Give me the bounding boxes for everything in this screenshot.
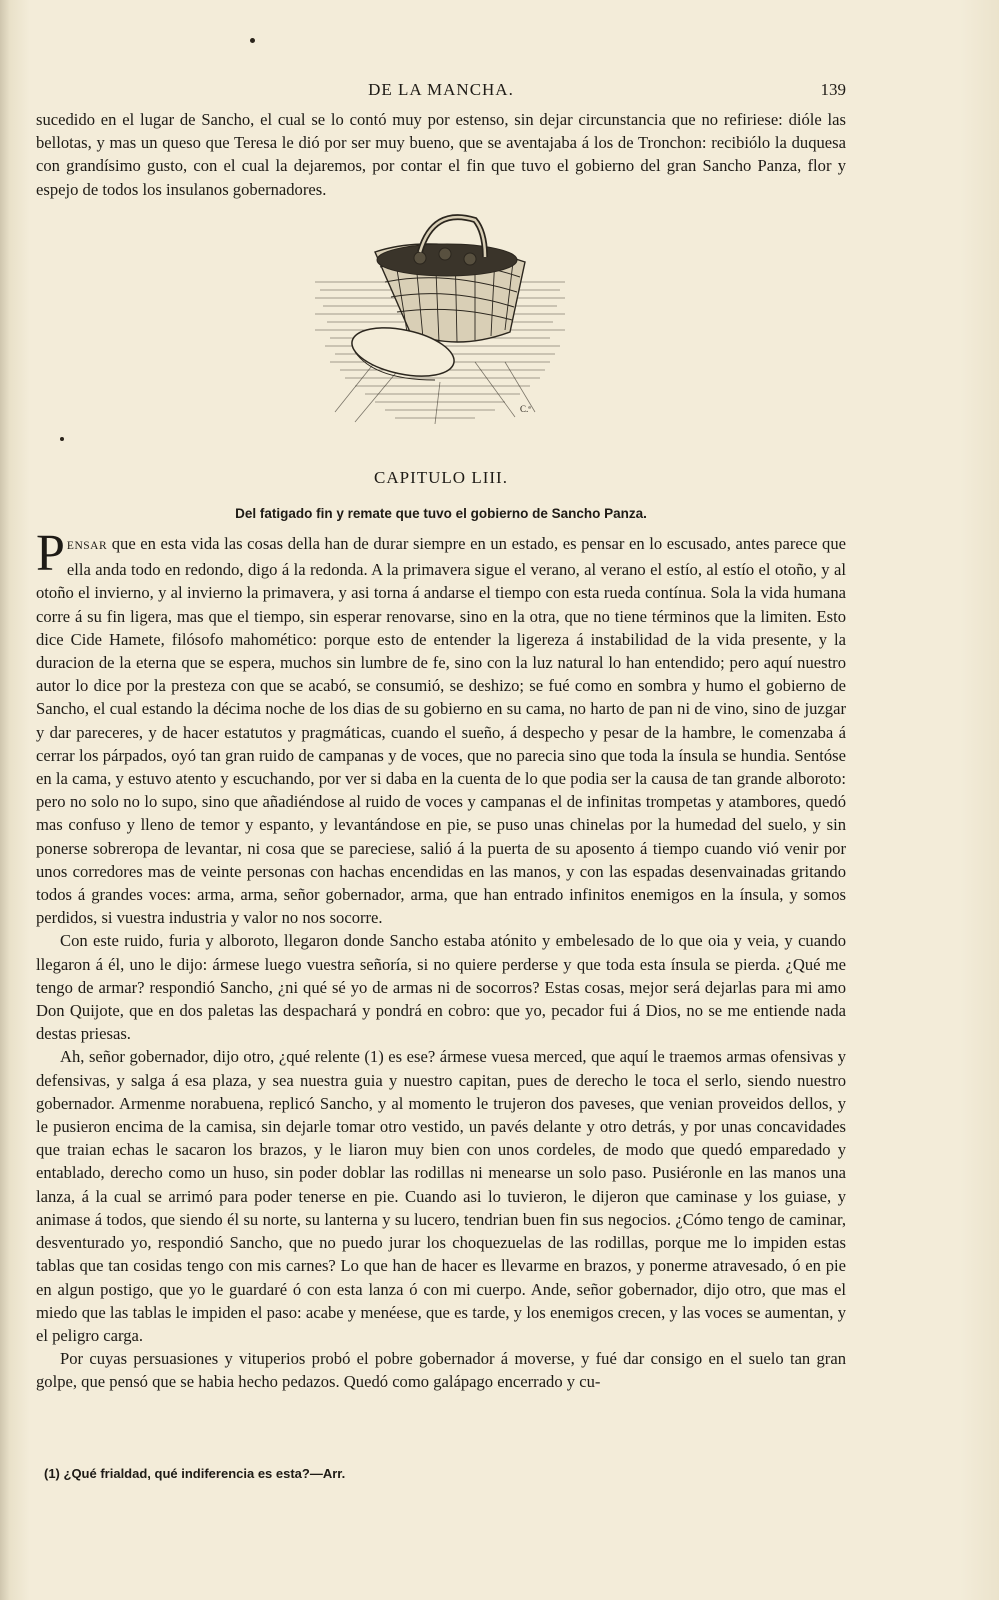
chapter-subtitle: Del fatigado fin y remate que tuvo el gobierno de Sancho Panza. bbox=[235, 506, 647, 521]
basket-engraving bbox=[315, 212, 565, 437]
opening-paragraph bbox=[36, 108, 846, 201]
chapter-body bbox=[36, 525, 846, 1394]
illustration-basket-and-cheese bbox=[315, 212, 565, 437]
chapter-paragraph: Por cuyas persuasiones y vituperios probó el pobre gobernador á moverse, y fué dar consigo en el suelo tan gran golpe, que pensó que se habia hecho pedazos. Quedó como galápago encerrado y cu- bbox=[36, 1349, 846, 1392]
ink-speck bbox=[60, 437, 64, 441]
chapter-paragraph: Con este ruido, furia y alboroto, llegaron donde Sancho estaba atónito y embelesado de lo que oia y veia, y cuando llegaron á él, uno le dijo: ármese luego vuestra señoría, si no quiere perderse y que toda esta ínsula se pierda. ¿Qué me tengo de armar? respondió Sancho, ¿ni qué sé yo de armas ni de socorros? Estas cosas, mejor será dejarlas para mi amo Don Quijote, que en dos paletas las despachará y pondrá en cobro: que yo, pecador fui á Dios, no se me entiende nada destas priesas. bbox=[36, 931, 846, 1044]
opening-paragraph-text: sucedido en el lugar de Sancho, el cual se lo contó muy por estenso, sin dejar circunstancia que no refiriese: dióle las bellotas, y mas un queso que Teresa le dió por ser muy bueno, que se aventajaba á los de Tronchon: recibiólo la duquesa con grandísimo gusto, con el cual la dejaremos, por contar el fin que tuvo el gobierno del gran Sancho Panza, flor y espejo de todos los insulanos gobernadores. bbox=[36, 110, 846, 199]
footnote: (1) ¿Qué frialdad, qué indiferencia es esta?—Arr. bbox=[44, 1466, 346, 1481]
drop-cap: P bbox=[36, 525, 65, 582]
chapter-paragraph: Ah, señor gobernador, dijo otro, ¿qué relente (1) es ese? ármese vuesa merced, que aquí le traemos armas ofensivas y defensivas, y salga á esa plaza, y sea nuestra guia y nuestro capitan, pues de derecho le toca el serlo, siendo nuestro gobernador. Armenme norabuena, replicó Sancho, y al momento le trujeron dos paveses, que venian proveidos dellos, y le pusieron encima de la camisa, sin dejarle tomar otro vestido, un pavés delante y otro detrás, y por unas concavidades que traian echas le sacaron los brazos, y le liaron muy bien con unos cordeles, de modo que quedó emparedado y entablado, derecho como un huso, sin poder doblar las rodillas ni menearse un solo paso. Pusiéronle en las manos una lanza, á la cual se arrimó para poder tenerse en pie. Cuando asi lo tuvieron, le dijeron que caminase y los guiase, y animase á todos, que siendo él su norte, su lanterna y su lucero, tendrian buen fin sus negocios. ¿Cómo tengo de caminar, desventurado yo, respondió Sancho, que no puedo jurar los choquezuelas de las rodillas, porque me lo impiden estas tablas que tan cosidas tengo con mis carnes? Lo que han de hacer es llevarme en brazos, y ponerme atravesado, ó en pie en algun postigo, que yo le guardaré ó con esta lanza ó con mi cuerpo. Ande, señor gobernador, dijo otro, que mas el miedo que las tablas le impiden el paso: acabe y menéese, que es tarde, y los enemigos crecen, y las voces se aumentan, y el peligro carga. bbox=[36, 1047, 846, 1345]
engraver-signature: C.ª bbox=[520, 404, 531, 414]
ink-speck bbox=[250, 38, 255, 43]
page-number: 139 bbox=[820, 80, 846, 99]
chapter-title: CAPITULO LIII. bbox=[374, 468, 508, 487]
running-head: DE LA MANCHA. bbox=[368, 80, 514, 99]
chapter-paragraph bbox=[36, 525, 846, 929]
paragraph-text: que en esta vida las cosas della han de durar siempre en un estado, es pensar en lo escusado, antes parece que ella anda todo en redondo, digo á la redonda. A la primavera sigue el verano, al verano el estío, al estío el otoño, y al otoño el invierno, y al invierno la primavera, y asi torna á andarse el tiempo con esta rueda contínua. Sola la vida humana corre á su fin ligera, mas que el tiempo, sin esperar renovarse, sino en la otra, que no tiene términos que la limiten. Esto dice Cide Hamete, filósofo mahomético: porque esto de entender la ligereza á instabilidad de la vida presente, y la duracion de la eterna que se espera, muchos sin lumbre de fe, sino con la luz natural lo han entendido; pero aquí nuestro autor lo dice por la presteza con que se acabó, se consumió, se deshizo; se fué como en sombra y humo el gobierno de Sancho, el cual estando la décima noche de los dias de su gobierno en su cama, no harto de pan ni de vino, sino de juzgar y dar pareceres, y de hacer estatutos y pragmáticas, cuando el sueño, á despecho y pesar de la hambre, le comenzaba á cerrar los párpados, oyó tan gran ruido de campanas y de voces, que no parecia sino que toda la ínsula se hundia. Sentóse en la cama, y estuvo atento y escuchando, por ver si daba en la cuenta de lo que podia ser la causa de tan grande alboroto: pero no solo no lo supo, sino que añadiéndose al ruido de voces y campanas el de infinitas trompetas y atambores, quedó mas confuso y lleno de temor y espanto, y levantándose en pie, se puso unas chinelas por la humedad del suelo, y sin ponerse sobreropa de levantar, ni cosa que se pareciese, salió á la puerta de su aposento á tiempo cuando vió venir por unos corredores mas de veinte personas con hachas encendidas en las manos, y con las espadas desenvainadas gritando todos á grandes voces: arma, arma, señor gobernador, arma, que han entrado infinitos enemigos en la ínsula, y somos perdidos, si vuestra industria y valor no nos socorre. bbox=[36, 534, 846, 928]
page-header bbox=[36, 80, 846, 108]
small-caps-opening: ENSAR bbox=[66, 540, 108, 552]
